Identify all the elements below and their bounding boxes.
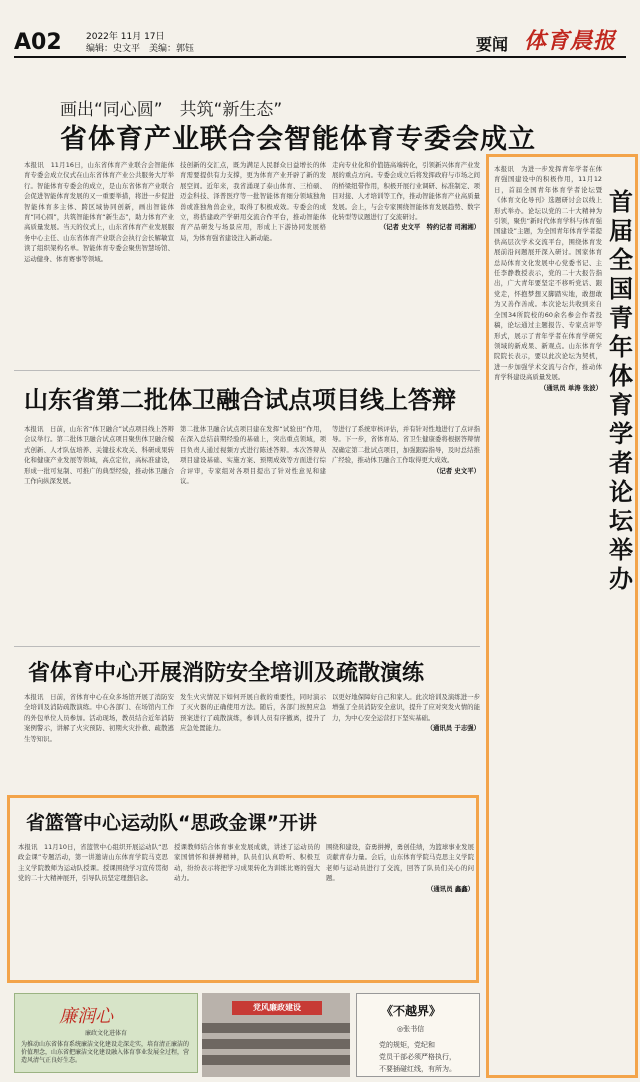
poem-box: [356, 993, 480, 1077]
story3-headline: 省体育中心开展消防安全培训及疏散演练: [28, 661, 425, 686]
story4-column-1-text: 本报讯 11月10日，省篮管中心组织开展运动队“思政金课”专题活动，第一讲邀请山东体育学院马克思主义学院教师为运动队授课。授课围绕学习宣传贯彻党的二十大精神展开，引导队员坚定理想信念。: [18, 843, 168, 883]
story3-column-2: [180, 692, 326, 790]
masthead-meta: [86, 31, 194, 55]
sidebar-body-text: 本报讯 为进一步发挥青年学者在体育强国建设中的积极作用，11月12日，首届全国青年体育学者论坛暨《体育文化导刊》选题研讨会以线上形式举办。论坛以党的二十大精神为引领，聚焦“新时代体育学科与体育强国建设”主题，为全国青年体育学者提供高层次学术交流平台，围绕体育发展前沿问题展开深入研讨。国家体育总局体育文化发展中心党委书记、主任李静教授表示，党的二十大报告指出，广大青年要坚定不移听党话、跟党走，怀抱梦想又脚踏实地，敢想敢为又善作善成。本次论坛共收到来自全国34所院校的60余名参会作者投稿，论坛通过主题报告、专家点评等形式，展示了青年学者在体育学研究领域的新成果、新观点。山东体育学院院长表示，要以此次论坛为契机，进一步加强学术交流与合作，推动体育学科建设高质量发展。: [494, 165, 602, 382]
story3-column-1: [24, 692, 174, 790]
lead-column-2-text: 技创新的交汇点，既为满足人民群众日益增长的体育需要提供有力支撑，更为体育产业开辟了新的发展空间。近年来，我省涌现了泰山体育、三柏硕、迈金科技、泽普医疗等一批智能体育细分领域独角兽或准独角兽企业，取得了积极成效。专委会的成立，将搭建政产学研用交流合作平台，推动智能体育产品研发与场景应用，形成上下游协同发展格局，为体育强省建设注入新动能。: [180, 161, 326, 242]
story2-credit: （记者 史文平）: [433, 466, 480, 475]
lead-column-3-text: 走向专业化和价值链高端转化，引领新兴体育产业发展的重点方向。专委会成立后将发挥政府与市场之间的桥梁纽带作用，积极开展行业调研、标准制定、项目对接、人才培训等工作，推动智能体育产业高质量发展。会上，与会专家围绕智能体育发展趋势、数字化转型等议题进行了交流研讨。: [332, 161, 480, 222]
story2-column-2-text: 第二批体卫融合试点项目建在发挥“试验田”作用，在深入总结前期经验的基础上，突出重点领域，项目负责人通过视频方式进行陈述答辩。本次答辩从项目建设基础、实施方案、预期成效等方面进行综合评审，专家组对各项目提出了针对性意见和建议。: [180, 425, 326, 486]
photo-row: [202, 1055, 350, 1065]
story4-column-3-text: 围绕和建设，奋勇拼搏，勇创佳绩，为篮球事业发展贡献青春力量。会后，山东体育学院马克思主义学院老师与运动员进行了交流，回答了队员们关心的问题。: [326, 843, 474, 883]
lead-column-3: [332, 160, 480, 365]
story2-column-1-text: 本报讯 日前，山东省“体卫融合”试点项目线上答辩会议举行。第二批体卫融合试点项目聚焦体卫融合模式创新、人才队伍培养、关键技术攻关、科研成果转化和健康产业发展等领域，高点定位，高标准建设，形成一批可复制、可推广的典型经验，推动体卫融合工作向纵深发展。: [24, 425, 174, 486]
story3-column-3: [332, 692, 480, 790]
story4-column-3: [326, 842, 474, 978]
sidebar-credit: （通讯员 单涛 张波）: [540, 383, 602, 392]
story2-column-2: [180, 424, 326, 642]
poem-author: ◎张书信: [397, 1025, 425, 1033]
lead-credit: （记者 史文平 特约记者 司湘湘）: [379, 223, 480, 232]
masthead-rule: [14, 56, 626, 58]
lead-column-2: [180, 160, 326, 365]
section-label: 要闻: [476, 35, 509, 54]
ad-subtitle: 廉政文化进体育: [85, 1030, 128, 1037]
story3-column-1-text: 本报讯 日前，省体育中心在众多场馆开展了消防安全培训及消防疏散演练。中心各部门、在场馆内工作的外包单位人员参加。活动现场，教员结合近年消防案例警示，讲解了火灾预防、初期火灾扑救、疏散逃生等知识。: [24, 693, 174, 743]
poem-line: 党的规矩，党纪和: [379, 1041, 435, 1049]
masthead: [0, 0, 640, 58]
sidebar-headline: [608, 188, 634, 594]
poem-line: 党员干部必须严格执行，: [379, 1053, 456, 1061]
story3-credit: （通讯员 于志强）: [426, 724, 480, 733]
photo-row: [202, 1023, 350, 1033]
story2-column-1: [24, 424, 174, 642]
photo-sign: 党风廉政建设: [232, 1001, 322, 1015]
photo-row: [202, 1039, 350, 1049]
lead-column-1-text: 本报讯 11月16日，山东省体育产业联合会智能体育专委会成立仪式在山东省体育产业公共服务大厅举行。智能体育专委会的成立，是山东省体育产业联合会促进智能体育发展的又一重要举措，将进一步促进智能体育多主体、跨区域协同创新，画出智能体育“同心圆”，共筑智能体育“新生态”，助力体育产业高质量发展。当天的仪式上，山东省体育产业发展服务中心主任、山东省体育产业联合会执行会长解敏宣读了组织架构名单。智能体育专委会聚焦智慧场馆、运动健身、体育赛事等领域。: [24, 161, 174, 263]
page-number: A02: [14, 30, 62, 55]
story2-headline: 山东省第二批体卫融合试点项目线上答辩: [24, 386, 456, 414]
story3-column-3-text: 以更好地保障好自己和家人。此次培训及演练进一步增强了全员消防安全意识，提升了应对突发火情的能力，为中心安全运营打下坚实基础。: [332, 693, 480, 722]
story2-column-3: [332, 424, 480, 642]
poem-title: 《不越界》: [381, 1004, 442, 1018]
ad-body: 为推动山东省体育系统廉洁文化建设走深走实，培育清正廉洁的价值理念，山东省把廉洁文化建设融入体育事业发展全过程，营造风清气正良好生态。: [21, 1041, 190, 1064]
divider: [14, 370, 480, 371]
sidebar-headline-text: 首届全国青年体育学者论坛举办: [609, 188, 633, 593]
newspaper-logo: 体育晨报: [524, 28, 617, 54]
sidebar-body: [494, 164, 602, 1066]
story4-column-2-text: 授课教师结合体育事业发展成就，讲述了运动员的家国情怀和拼搏精神，队员们认真聆听、积极互动，纷纷表示将把学习成果转化为训练比赛的强大动力。: [174, 843, 320, 883]
ad-title: 廉润心: [59, 1006, 113, 1027]
lead-headline: 省体育产业联合会智能体育专委会成立: [60, 124, 536, 155]
story4-headline: 省篮管中心运动队“思政金课”开讲: [26, 812, 317, 834]
divider: [14, 646, 480, 647]
poem-line: 不要插碰红线，有所为。: [379, 1065, 456, 1073]
story3-column-2-text: 发生火灾情况下如何开展自救的重要性，同时演示了灭火器的正确使用方法。随后，各部门按照应急预案进行了疏散演练，参训人员有序撤离，提升了应急处置能力。: [180, 693, 326, 733]
lead-kicker: 画出“同心圆” 共筑“新生态”: [60, 100, 283, 120]
ad-banner: [14, 993, 198, 1073]
story2-column-3-text: 等进行了系统审核评估，并有针对性地进行了点评指导。下一步，省体育局、省卫生健康委将根据答辩情况确定第二批试点项目，加强跟踪指导，及时总结推广经验，推动体卫融合工作取得更大成效。: [332, 425, 480, 465]
masthead-date: 2022年 11月 17日: [86, 32, 165, 42]
meeting-photo: [202, 993, 350, 1077]
masthead-editors: 编辑：史文平 美编：郭钰: [86, 44, 195, 54]
story4-column-2: [174, 842, 320, 978]
lead-column-1: [24, 160, 174, 365]
story4-column-1: [18, 842, 168, 978]
story4-credit: （通讯员 鑫鑫）: [427, 884, 474, 893]
